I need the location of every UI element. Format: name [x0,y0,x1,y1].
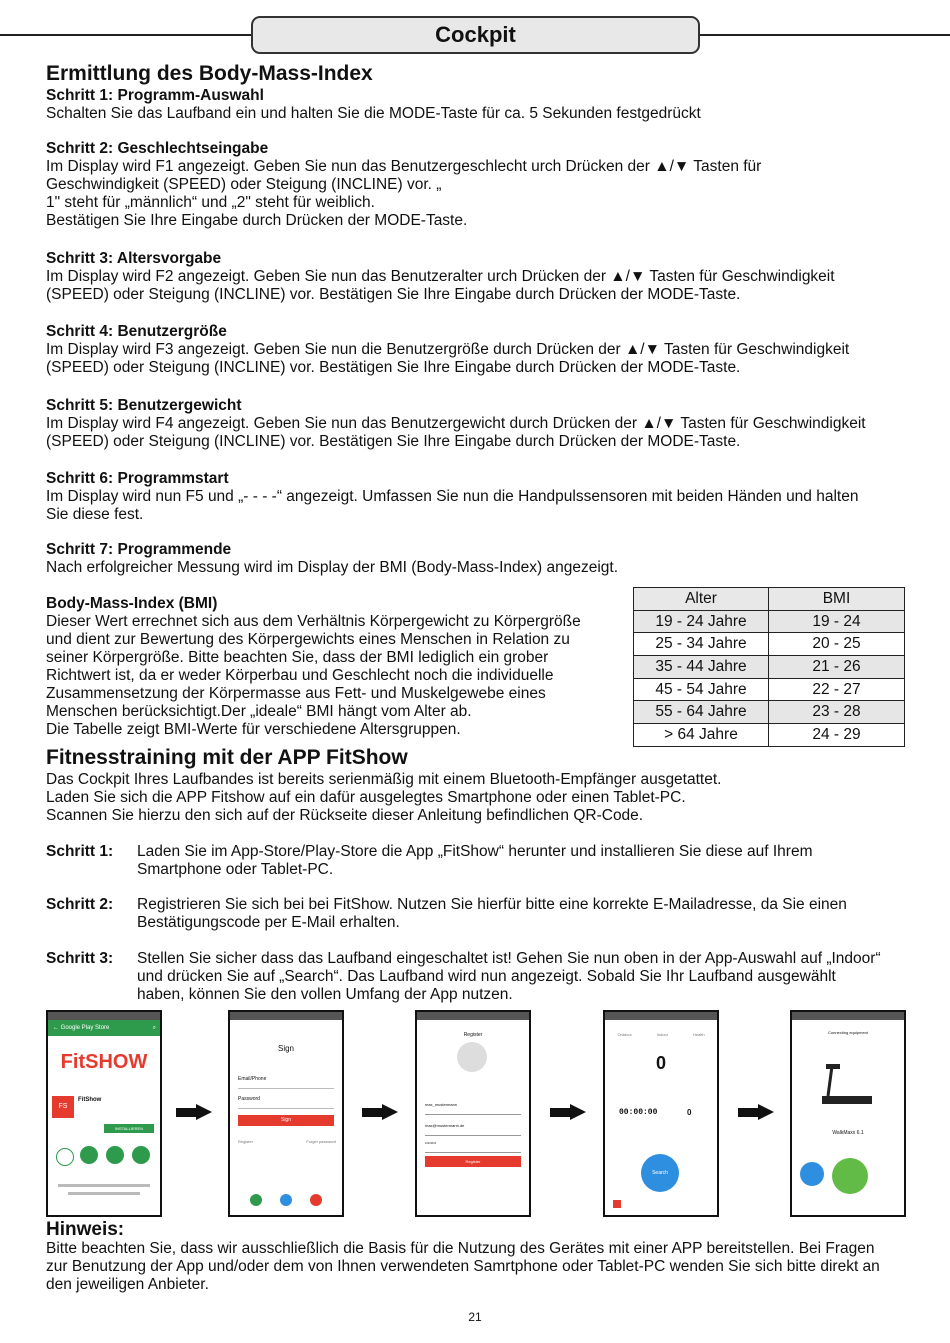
email-field: Email/Phone [238,1070,334,1089]
bmi-info-line: Die Tabelle zeigt BMI-Werte für verschiedene Altersgruppen. [46,721,461,738]
mode-tabs [605,1026,717,1044]
bmi-cell: 19 - 24 [769,610,905,633]
note-line: den jeweiligen Anbieter. [46,1276,209,1293]
sign-title: Sign [277,1044,294,1053]
note-text [46,1240,916,1294]
register-link: Register [238,1139,253,1144]
username-field: max_mustermann [425,1096,521,1115]
app-intro-line: Laden Sie sich die APP Fitshow auf ein dafür ausgelegtes Smartphone oder einen Tablet-PC. [46,789,686,806]
bluetooth-button [800,1162,824,1186]
column-header: BMI [769,588,905,611]
store-title: Google Play Store [60,1025,110,1031]
category-badge-icon [106,1146,124,1164]
status-bar [417,1012,529,1020]
phone-screenshot-playstore [46,1010,162,1217]
step-text: haben, können Sie den vollen Umfang der App nutzen. [137,986,513,1003]
app-intro [46,771,916,825]
table-row [634,610,905,633]
status-bar [230,1012,342,1020]
bmi-cell: 23 - 28 [769,701,905,724]
bmi-info-title: Body-Mass-Index (BMI) [46,595,218,612]
step-text: und drücken Sie auf „Search“. Das Laufband wird nun angezeigt. Sobald Sie Ihr Laufband ausgewählt [137,968,836,985]
connect-button [832,1158,868,1194]
app-step-1-label: Schritt 1: [46,843,114,860]
table-row [634,701,905,724]
treadmill-icon [818,1062,878,1112]
table-header-row [634,588,905,611]
step-title: Schritt 6: Programmstart [46,470,229,487]
status-bar [48,1012,160,1020]
bmi-step-4 [46,323,916,377]
step-text: Im Display wird nun F5 und „- - - -“ angezeigt. Umfassen Sie nun die Handpulssensoren mit beiden Händen und halten [46,488,859,505]
age-cell: 55 - 64 Jahre [634,701,769,724]
phone-screenshot-sign-in [228,1010,344,1217]
table-row [634,656,905,679]
column-header: Alter [634,588,769,611]
app-intro-line: Das Cockpit Ihres Laufbandes ist bereits serienmäßig mit einem Bluetooth-Empfänger ausgetattet. [46,771,722,788]
qq-icon [280,1194,292,1206]
step-title: Schritt 1: Programm-Auswahl [46,87,264,104]
note-line: Bitte beachten Sie, dass wir ausschließlich die Basis für die Nutzung des Gerätes mit einer APP bereitstellen. Bei Fragen [46,1240,875,1257]
bmi-cell: 24 - 29 [769,724,905,747]
bmi-info-line: Dieser Wert errechnet sich aus dem Verhältnis Körpergewicht zu Körpergröße [46,613,581,630]
step-title: Schritt 7: Programmende [46,541,232,558]
wechat-icon [250,1194,262,1206]
step-text: 1" steht für „männlich“ und „2" steht für weiblich. [46,194,375,211]
email-field: max@mustermann.de [425,1117,521,1136]
password-field: •••••••• [425,1134,521,1153]
back-arrow-icon: ← [53,1025,59,1031]
step-title: Schritt 4: Benutzergröße [46,323,227,340]
arrow-right-icon [176,1104,212,1120]
step-text: (SPEED) oder Steigung (INCLINE) vor. Bestätigen Sie Ihre Eingabe durch Drücken der MODE-Taste. [46,286,741,303]
app-step-3-label: Schritt 3: [46,950,114,967]
bmi-step-2 [46,140,916,230]
bmi-info-line: Menschen berücksichtigt.Der „ideale“ BMI hängt vom Alter ab. [46,703,472,720]
step-text: Im Display wird F4 angezeigt. Geben Sie nun das Benutzergewicht durch Drücken der ▲/▼ Tasten für Geschwindigkeit [46,415,866,432]
avatar-icon [457,1042,487,1072]
status-bar [792,1012,904,1020]
fitshow-logo: FitSHOW [60,1051,148,1073]
step-title: Schritt 5: Benutzergewicht [46,397,242,414]
register-button: Register [425,1156,521,1167]
search-icon: ⌕ [152,1025,156,1031]
header-rule-right [697,34,950,36]
bmi-info-line: seiner Körpergröße. Bitte beachten Sie, dass der BMI lediglich ein grober [46,649,549,666]
home-icon [613,1200,621,1208]
note-heading: Hinweis: [46,1219,125,1240]
tab-health: Health [692,1032,705,1037]
step-text: Stellen Sie sicher dass das Laufband eingeschaltet ist! Gehen Sie nun oben in der App-Auswahl auf „Indoor“ [137,950,881,967]
bmi-table [633,587,905,747]
step-text: Bestätigungscode per E-Mail erhalten. [137,914,400,931]
description-line [68,1192,140,1195]
bmi-info-line: und dient zur Bewertung des Körpergewichts eines Menschen in Relation zu [46,631,570,648]
bmi-step-7 [46,541,916,577]
bmi-cell: 21 - 26 [769,656,905,679]
app-heading: Fitnesstraining mit der APP FitShow [46,746,408,769]
downloads-badge-icon [80,1146,98,1164]
weibo-icon [310,1194,322,1206]
bmi-step-1 [46,87,916,123]
value-readout: 0 [687,1108,692,1117]
app-icon: FS [52,1096,74,1118]
arrow-right-icon [362,1104,398,1120]
bmi-step-6 [46,470,916,524]
bmi-info-line: Richtwert ist, da er weder Körperbau und Geschlecht noch die individuelle [46,667,554,684]
forgot-password-link: Forget password [306,1139,336,1144]
arrow-right-icon [550,1104,586,1120]
register-title: Register [463,1032,483,1038]
table-row [634,633,905,656]
step-text: Geschwindigkeit (SPEED) oder Steigung (INCLINE) vor. „ [46,176,442,193]
app-step-2-label: Schritt 2: [46,896,114,913]
table-row [634,678,905,701]
status-bar [605,1012,717,1020]
age-cell: 19 - 24 Jahre [634,610,769,633]
page-number: 21 [468,1310,482,1324]
age-cell: 35 - 44 Jahre [634,656,769,679]
bmi-info-line: Zusammensetzung der Körpermasse aus Fett- und Muskelgewebe eines [46,685,546,702]
step-title: Schritt 3: Altersvorgabe [46,250,222,267]
table-row [634,724,905,747]
note-line: zur Benutzung der App und/oder dem von Ihnen verwendeten Samrtphone oder Tablet-PC wenden Sie sich bitte direkt an [46,1258,880,1275]
search-button: Search [641,1154,679,1192]
time-readout: 00:00:00 [619,1108,658,1117]
rating-badge-icon [56,1148,74,1166]
phone-screenshot-connecting [790,1010,906,1217]
step-text: Laden Sie im App-Store/Play-Store die App „FitShow“ herunter und installieren Sie diese auf Ihrem [137,843,813,860]
step-text: Sie diese fest. [46,506,144,523]
age-cell: 25 - 34 Jahre [634,633,769,656]
section-title: Cockpit [251,16,700,54]
app-intro-line: Scannen Sie hierzu den sich auf der Rückseite dieser Anleitung befindlichen QR-Code. [46,807,644,824]
similar-badge-icon [132,1146,150,1164]
device-name: WalkMaxx 6.1 [832,1130,864,1136]
description-line [58,1184,150,1187]
step-text: Im Display wird F2 angezeigt. Geben Sie nun das Benutzeralter urch Drücken der ▲/▼ Tasten für Geschwindigkeit [46,268,835,285]
bmi-step-3 [46,250,916,304]
distance-readout: 0 [655,1053,666,1073]
tab-indoor: Indoor [656,1032,669,1037]
app-step-3-text [137,950,917,1004]
bmi-step-5 [46,397,916,451]
app-step-1-text [137,843,917,879]
age-cell: 45 - 54 Jahre [634,678,769,701]
app-step-2-text [137,896,917,932]
phone-screenshot-indoor [603,1010,719,1217]
step-text: Im Display wird F3 angezeigt. Geben Sie nun die Benutzergröße durch Drücken der ▲/▼ Tasten für Geschwindigkeit [46,341,850,358]
bmi-cell: 20 - 25 [769,633,905,656]
step-text: Schalten Sie das Laufband ein und halten Sie die MODE-Taste für ca. 5 Sekunden festgedrückt [46,105,701,122]
store-toolbar [48,1020,160,1036]
arrow-right-icon [738,1104,774,1120]
bmi-cell: 22 - 27 [769,678,905,701]
step-text: Bestätigen Sie Ihre Eingabe durch Drücken der MODE-Taste. [46,212,468,229]
header-rule-left [0,34,252,36]
step-text: Registrieren Sie sich bei bei FitShow. Nutzen Sie hierfür bitte eine korrekte E-Mailadresse, da Sie einen [137,896,847,913]
connecting-title: Connecting equipment [827,1030,869,1035]
sign-button: Sign [238,1115,334,1126]
step-text: Im Display wird F1 angezeigt. Geben Sie nun das Benutzergeschlecht urch Drücken der ▲/▼ Tasten für [46,158,762,175]
bmi-info [46,595,616,739]
password-field: Password [238,1090,334,1109]
age-cell: > 64 Jahre [634,724,769,747]
step-text: (SPEED) oder Steigung (INCLINE) vor. Bestätigen Sie Ihre Eingabe durch Drücken der MODE-Taste. [46,359,741,376]
tab-outdoor: Outdoor [617,1032,632,1037]
install-button: INSTALLIEREN [104,1124,154,1133]
app-name: FitShow [78,1097,102,1103]
phone-screenshot-register [415,1010,531,1217]
bmi-heading: Ermittlung des Body-Mass-Index [46,62,373,85]
step-text: Smartphone oder Tablet-PC. [137,861,334,878]
step-title: Schritt 2: Geschlechtseingabe [46,140,269,157]
step-text: Nach erfolgreicher Messung wird im Display der BMI (Body-Mass-Index) angezeigt. [46,559,618,576]
step-text: (SPEED) oder Steigung (INCLINE) vor. Bestätigen Sie Ihre Eingabe durch Drücken der MODE-Taste. [46,433,741,450]
